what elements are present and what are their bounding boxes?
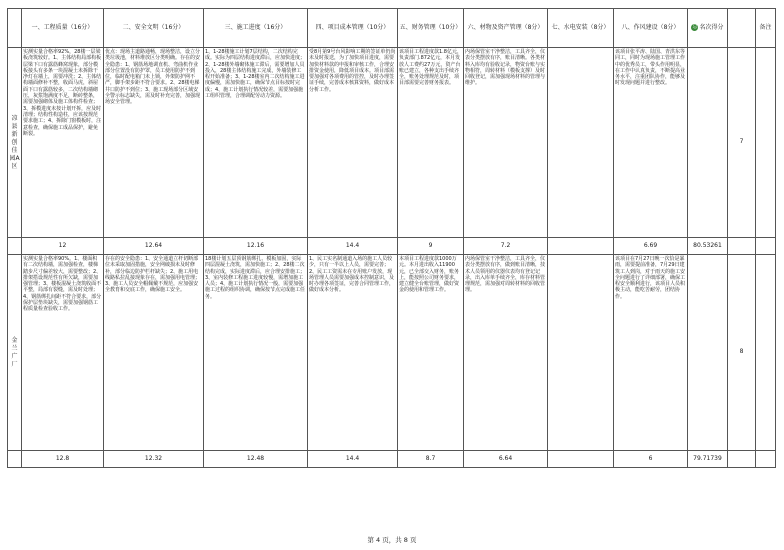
header-quality: 一、工程质量（16分） [22, 9, 104, 48]
score-quality: 12 [22, 238, 104, 255]
cell-rank: 7 [728, 48, 756, 238]
score-quality: 12.8 [22, 451, 104, 468]
cell-plumbing [548, 48, 614, 238]
cell-materials: 内场保管室干净整洁，工具齐全，仪表分类摆放有序，账目清晰。各类材料入库均有验收记录，物资台账与实物相符，周转材料（模板支撑）及时回收登记，需加强现场材料的管理与维护。 [464, 48, 548, 238]
header-total [688, 9, 728, 48]
score-plumbing [548, 451, 614, 468]
score-cost: 14.4 [308, 451, 398, 468]
table-row [8, 255, 776, 451]
cell-finance: 本项目工程进度款1000万元。本月进出收入11900元，已全部交入财务，账务上，能按照公司财务要求，建立健全台账管理，做好资金的使用和管理工作。 [398, 255, 464, 451]
cell-finance: 该项目工程进度款1.8亿元，负责部门.872亿元，本月发放人工费约27万元，资产台账已建立，各种支出手续齐全，账务处理规范及时，项目部需要完善财务报表。 [398, 48, 464, 238]
score-progress: 12.16 [204, 238, 308, 255]
cell-plumbing [548, 255, 614, 451]
header-conduct: 八、作风建设（8分） [614, 9, 688, 48]
score-blank [8, 451, 22, 468]
header-materials: 六、材物及资产管理（8分） [464, 9, 548, 48]
score-plumbing [548, 238, 614, 255]
score-remarks [756, 238, 776, 255]
row-label: 凉县新创佳园A区 [8, 48, 22, 238]
header-rank [728, 9, 756, 48]
header-total-label: 名次得分 [699, 24, 724, 32]
header-plumbing: 七、水电安装（8分） [548, 9, 614, 48]
score-finance: 9 [398, 238, 464, 255]
score-materials: 7.2 [464, 238, 548, 255]
score-progress: 12.48 [204, 451, 308, 468]
cell-cost: 受8月第9号台风影响工期的签证单仍尚未及时报送，为了加快项目进度，需要加快材料款的申报和审核工作，合理安排资金使用，降低项目成本。项目部需要加强对各项费用的管控，及时办理签证手续，完善成本核算资料，做好成本分析工作。 [308, 48, 398, 238]
score-conduct: 6 [614, 451, 688, 468]
cell-cost: 1、民工实名制通道入场的施工人员较少，只有一半以上人员，需要完善；2、民工工资需未在专用账户发放，现场管理人员需要加强成本控制意识，及时办理各项签证，完善合同管理工作，做好成本分析。 [308, 255, 398, 451]
evaluation-table [7, 8, 776, 468]
cell-progress: 1、1-28楼施工计划7层结构，二次结构完成。实际为四层结构进度滞后，应加快进度；2、1-28楼外墙砌体施工滞后，需要增加人员投入，28楼主体结构施工完成，外墙装修工程开始准备；3、1-28楼室内二次结构施工进度偏慢，需加快施工，确保节点目标按时完成；4、施工计划执行情况较差，需要加强施工组织管理，合理调配劳动力资源。 [204, 48, 308, 238]
cell-safety: 优点：现场主道路通畅，现场整洁，设立分类垃圾池，材料堆放区分类明确。存在的安全隐患：1、钢筋场地调直机、弯曲机作业部分位置没有防护罩，员工使用防护不到位，临时配电箱门未上锁，外架防护网不严，脚手架步距不符合要求。2、28楼电梯井口防护不到位；3、施工现场部分区域安全警示标志缺失，需及时补充完善，加强现场安全管理。 [104, 48, 204, 238]
score-remarks [756, 451, 776, 468]
score-row [8, 451, 776, 468]
total-badge: 总 [692, 24, 698, 31]
cell-conduct: 该项目张平涛、陆国、青洪东等同工，同时为现场施工管理工作中的优秀员工，带头作用明显，在工作中认真负责，不断提高业务水平，注重团队协作，能够及时发现问题并进行整改。 [614, 48, 688, 238]
cell-quality: 实测实量合格率92%，28楼一层梁板浇筑较好。1、主体结构局部构板层梁下口有露筋蜂窝现象，部分模板接头有多条一块混凝土未拆除干净灯在墙上，需要冲洗；2、主体结构墙面修补不整，收面马虎，斜屋面下口有露筋较多，二次结构墙砌压，灰浆饱满度不足，断砖整条，需要加强砌体及施工体构件检查；3、拆模进度未按计划开拆，应及时清理；结构性构造柱，应该按规范要求施工；4、拆除门窗模板时，注意检查，确保施工成品保护，避免断裂。 [22, 48, 104, 238]
cell-progress: 18楼计划五层顶钢筋绑扎、模板加固，实际四层混凝土浇筑，需加快施工；2、28楼二次结构完成，实际进度滞后，应合理安排施工；3、室内装修工程施工进度较慢，需增加施工人员；4、施工计划执行情况一般，需要加强施工过程的组织协调，确保按节点完成施工任务。 [204, 255, 308, 451]
score-finance: 8.7 [398, 451, 464, 468]
header-remarks: 备注 [756, 9, 776, 48]
score-conduct: 6.69 [614, 238, 688, 255]
cell-remarks [756, 48, 776, 238]
score-total: 80.53261 [688, 238, 728, 255]
score-blank [8, 238, 22, 255]
score-extra [728, 451, 756, 468]
table-row [8, 48, 776, 238]
cell-conduct: 该项目在7月27日晚一次恰是暴雨，需要提前准备，7月29日建筑工人到岗，对于雨天的施工安全问题进行了详细部署，确保工程安全顺利进行，该项目人员积极主动，能吃苦耐劳，团结协作。 [614, 255, 688, 451]
cell-total [688, 48, 728, 238]
cell-total [688, 255, 728, 451]
header-safety: 二、安全文明（16分） [104, 9, 204, 48]
score-safety: 12.64 [104, 238, 204, 255]
score-row [8, 238, 776, 255]
cell-materials: 内场保管室干净整洁，工具齐全，仪表分类摆放有序，做到账目清晰，技术人员领用的仪器仪表均有登记记录，出入库单手续齐全，库存材料管理规范，需加强对周转材料的回收管理。 [464, 255, 548, 451]
header-progress: 三、施工进度（16分） [204, 9, 308, 48]
score-materials: 6.64 [464, 451, 548, 468]
header-blank [8, 9, 22, 48]
score-safety: 12.32 [104, 451, 204, 468]
score-extra [728, 238, 756, 255]
header-row [8, 9, 776, 48]
cell-remarks [756, 255, 776, 451]
cell-safety: 存在的安全隐患：1、安全通道立杆切断部位未采取加固措施，安全网破损未及时修补，部分临边防护栏杆缺失；2、施工用电线路私拉乱接现象存在，需加强用电管理；3、施工人员安全帽佩戴不规范，应加强安全教育和交底工作，确保施工安全。 [104, 255, 204, 451]
header-cost: 四、项目成本管理（10分） [308, 9, 398, 48]
cell-quality: 实测实量合格率90%。1、楼面积有二次结构墙，需加强检查，楼梯踏步尺寸偏差较大，需要整改；2、排架搭设规范性有所欠缺，需要加强管理；3、楼板混凝土浇筑收面不平整，局部有裂缝，需及时处理；4、钢筋绑扎间距不符合要求，部分保护层垫块缺失，需要加强钢筋工程质量检查验收工作。 [22, 255, 104, 451]
evaluation-sheet [7, 8, 775, 468]
cell-rank: 8 [728, 255, 756, 451]
header-finance: 五、财务管理（10分） [398, 9, 464, 48]
page-number: 第 4 页，共 8 页 [367, 536, 417, 544]
score-total: 79.71739 [688, 451, 728, 468]
row-label: 金兰广厂 [8, 255, 22, 451]
score-cost: 14.4 [308, 238, 398, 255]
